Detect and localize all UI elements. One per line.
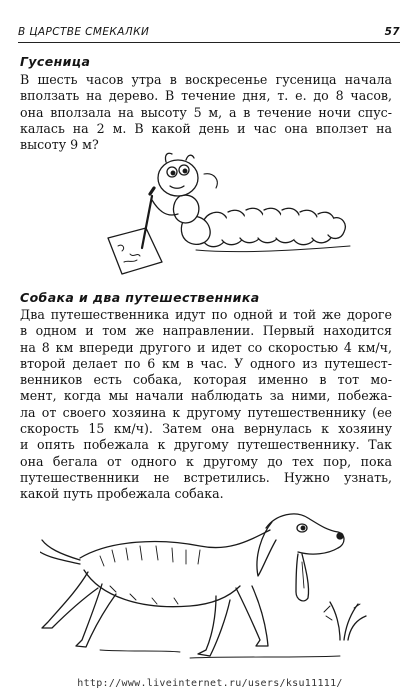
text-line: она бегала от одного к другому до тех пор, пока — [20, 453, 392, 469]
text-line: В шесть часов утра в воскресенье гусеница начала — [20, 72, 392, 87]
text-line: Два путешественника идут по одной и той же дороге — [20, 307, 392, 322]
text-line: какой путь пробежала собака. — [20, 486, 224, 502]
footer-url: http://www.liveinternet.ru/users/ksu11111/ — [77, 678, 343, 689]
running-title: В ЦАРСТВЕ СМЕКАЛКИ — [18, 26, 150, 38]
text-line: высоту 9 м? — [20, 137, 99, 153]
text-line: второй делает по 6 км в час. У одного из путешест- — [20, 355, 392, 371]
text-line: в одном и том же направлении. Первый находится — [20, 323, 392, 339]
text-line: вползать на дерево. В течение дня, т. е. до 8 часов, — [20, 88, 392, 104]
header-rule — [18, 42, 400, 43]
problem-text-dog-travelers — [20, 307, 392, 503]
section-title-dog-travelers: Собака и два путешественника — [20, 290, 260, 305]
text-line: скорость 15 км/ч). Затем она вернулась к хозяину — [20, 421, 392, 437]
text-line: она вползала на высоту 5 м, а в течение ночи спус- — [20, 104, 392, 120]
text-line: на 8 км впереди другого и идет со скоростью 4 км/ч, — [20, 339, 392, 355]
text-line: ла от своего хозяина к другому путешественнику (ее — [20, 404, 392, 420]
text-line: мент, когда мы начали наблюдать за ними, побежа- — [20, 388, 392, 404]
dog-illustration — [40, 500, 380, 665]
text-line: калась на 2 м. В какой день и час она вползет на — [20, 120, 392, 136]
page-number: 57 — [384, 26, 400, 38]
text-line: и опять побежала к другому путешественнику. Так — [20, 437, 392, 453]
section-title-caterpillar: Гусеница — [20, 54, 91, 69]
running-head — [18, 26, 400, 40]
text-line: венников есть собака, которая именно в тот мо- — [20, 372, 392, 388]
caterpillar-illustration — [100, 150, 360, 280]
text-line: путешественники не встретились. Нужно узнать, — [20, 469, 392, 485]
problem-text-caterpillar — [20, 72, 392, 153]
